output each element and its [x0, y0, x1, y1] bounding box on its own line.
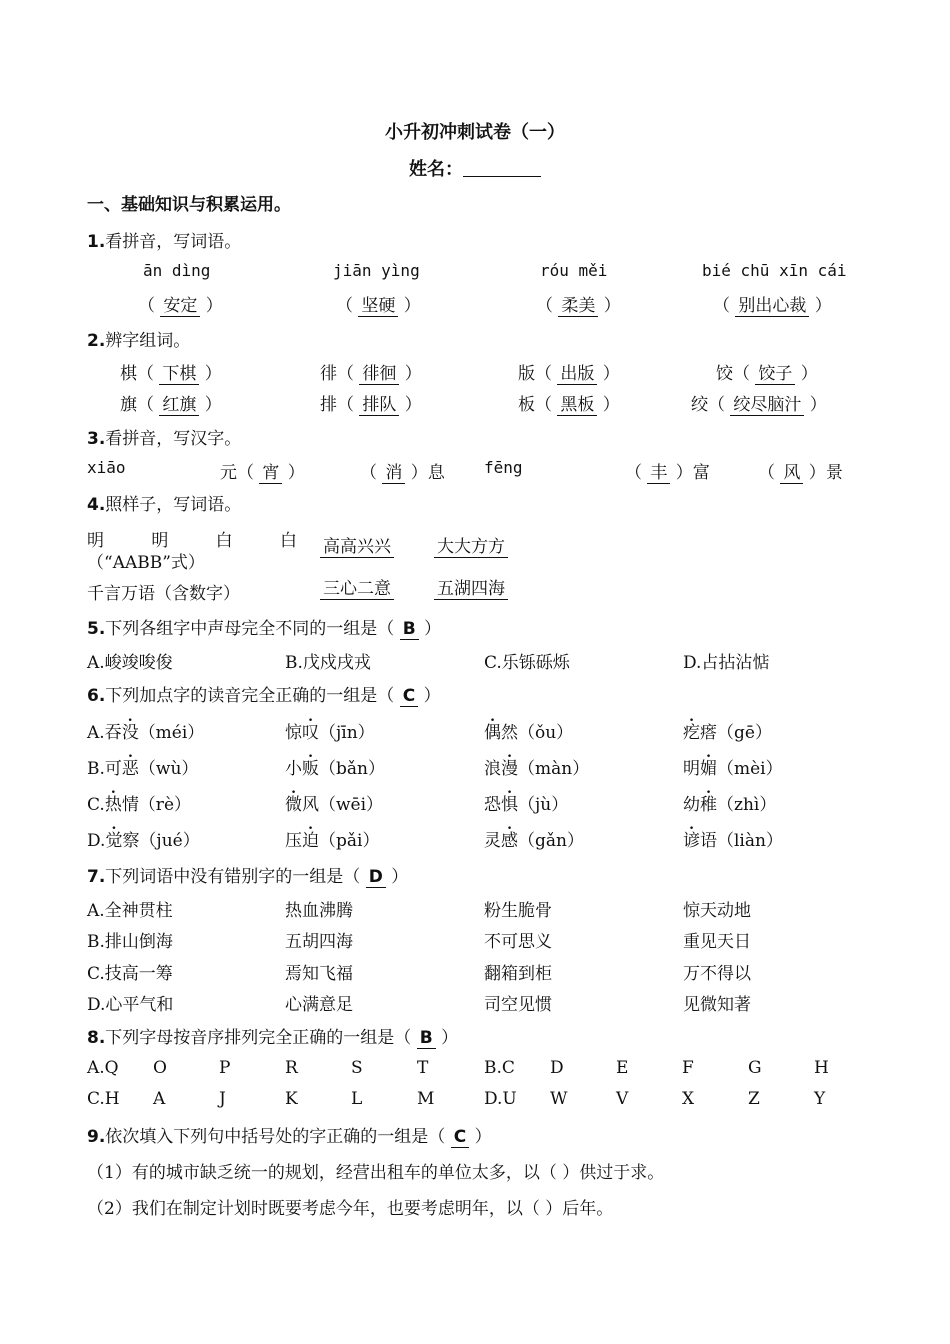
- q2-char: 棋: [120, 364, 137, 384]
- q8-letter: Y: [814, 1089, 826, 1109]
- q7-answer[interactable]: D: [366, 867, 386, 888]
- dotted-char: 谚: [683, 831, 700, 851]
- section-heading: 一、基础知识与积累运用。: [87, 195, 291, 215]
- q7-word: 万不得以: [683, 964, 751, 984]
- q8-letter: X: [682, 1089, 695, 1109]
- q1-answer-row: （ 安定 ） （ 坚硬 ） （ 柔美 ） （ 别出心裁 ）: [138, 296, 832, 316]
- dotted-char: 热: [104, 795, 122, 815]
- q4-row-2: [0, 579, 950, 609]
- dotted-char: 媚: [700, 759, 717, 779]
- q2-number: 2.: [87, 331, 106, 351]
- q8-letter: C.H: [87, 1089, 120, 1109]
- q8-text: 下列字母按音序排列完全正确的一组是（: [105, 1028, 412, 1048]
- q8-letter: P: [219, 1058, 231, 1078]
- q3-answer[interactable]: 丰: [647, 463, 670, 484]
- q1-text: 看拼音，写词语。: [105, 232, 242, 252]
- q9-sentence: （1）有的城市缺乏统一的规划，经营出租车的单位太多，以（ ）供过于求。: [87, 1163, 665, 1183]
- q8-letter: L: [351, 1089, 363, 1109]
- q8-letter: V: [616, 1089, 629, 1109]
- q5-options: [0, 648, 950, 678]
- q8-letter: R: [285, 1058, 298, 1078]
- q8-letter: A: [153, 1089, 166, 1109]
- q3-text: 看拼音，写汉字。: [105, 429, 242, 449]
- q6-row-a: A.吞没（méi） 惊叹（jīn） 偶然（ǒu） 疙瘩（gē）: [87, 723, 772, 743]
- q7-word: 司空见惯: [484, 995, 552, 1015]
- q8-row-2: [0, 1089, 950, 1119]
- dotted-char: 稚: [700, 795, 717, 815]
- dotted-char: 疙: [683, 723, 700, 743]
- dotted-char: 微: [285, 795, 302, 815]
- q3-row: xiāo 元（ 宵 ） （ 消 ）息 fēng （ 丰 ）富 （ 风 ）景: [87, 458, 843, 483]
- q2-answer[interactable]: 排队: [359, 395, 399, 416]
- q5-close: ）: [424, 619, 442, 639]
- q2-answer[interactable]: 出版: [557, 364, 597, 385]
- q7-word: 热血沸腾: [285, 901, 353, 921]
- q4-example: 千言万语（含数字）: [87, 584, 240, 604]
- dotted-char: 叹: [302, 723, 319, 743]
- q2-answer[interactable]: 黑板: [557, 395, 597, 416]
- q7-word: 见微知著: [683, 995, 751, 1015]
- q8-letter: G: [748, 1058, 762, 1078]
- q5-option[interactable]: D.占拈沾惦: [683, 653, 770, 673]
- page-title: 小升初冲刺试卷（一）: [385, 122, 565, 143]
- q4-example: 明 明 白 白: [87, 531, 297, 551]
- q7-word: 不可思义: [484, 932, 552, 952]
- q7-word: A.全神贯柱: [87, 901, 173, 921]
- q7-word: C.技高一筹: [87, 964, 173, 984]
- q1-answer[interactable]: 坚硬: [358, 296, 398, 317]
- q7-word: 粉生脆骨: [484, 901, 552, 921]
- q9-answer[interactable]: C: [451, 1127, 469, 1148]
- q3-answer[interactable]: 宵: [259, 463, 282, 484]
- q3-answer[interactable]: 风: [780, 463, 803, 484]
- q6-close: ）: [423, 686, 441, 706]
- q6-row-b: B.可恶（wù） 小贩（bǎn） 浪漫（màn） 明媚（mèi）: [87, 759, 783, 779]
- question-9: [0, 1122, 950, 1152]
- q3-answer[interactable]: 消: [382, 463, 405, 484]
- q2-char: 绞: [691, 395, 708, 415]
- dotted-char: 漫: [501, 759, 518, 779]
- q2-char: 旗: [120, 395, 137, 415]
- dotted-char: 恶: [121, 759, 139, 779]
- dotted-char: 惧: [501, 795, 518, 815]
- name-field: [0, 155, 950, 181]
- q8-letter: D: [550, 1058, 564, 1078]
- question-2: [0, 326, 950, 356]
- q4-number: 4.: [87, 495, 106, 515]
- name-label: 姓名：: [409, 159, 463, 180]
- dotted-char: 贩: [302, 759, 319, 779]
- q8-letter: K: [285, 1089, 298, 1109]
- q8-letter: D.U: [484, 1089, 517, 1109]
- q2-answer[interactable]: 徘徊: [359, 364, 399, 385]
- q7-row: [0, 896, 950, 926]
- q3-char: 元: [220, 463, 237, 483]
- q2-answer[interactable]: 绞尽脑汁: [730, 395, 804, 416]
- q1-answer[interactable]: 柔美: [558, 296, 598, 317]
- q1-pinyin: jiān yìng: [333, 261, 420, 280]
- dotted-char: 偶: [484, 723, 501, 743]
- q2-char: 饺: [716, 364, 733, 384]
- q8-letter: O: [153, 1058, 167, 1078]
- q4-text: 照样子，写词语。: [105, 495, 242, 515]
- q8-letter: W: [550, 1089, 568, 1109]
- q2-answer[interactable]: 红旗: [159, 395, 199, 416]
- q2-answer[interactable]: 饺子: [755, 364, 795, 385]
- q6-answer[interactable]: C: [400, 686, 418, 707]
- q3-pinyin: xiāo: [87, 458, 126, 477]
- q9-close: ）: [474, 1127, 492, 1147]
- q1-answer[interactable]: 别出心裁: [735, 296, 809, 317]
- q2-row-1: 棋（ 下棋 ） 徘（ 徘徊 ） 版（ 出版 ） 饺（ 饺子 ）: [120, 364, 818, 384]
- question-3: [0, 424, 950, 454]
- q2-char: 徘: [320, 364, 337, 384]
- q6-row-d: D.觉察（jué） 压迫（pǎi） 灵感（gǎn） 谚语（liàn）: [87, 831, 783, 851]
- q7-word: B.排山倒海: [87, 932, 173, 952]
- q7-row: [0, 927, 950, 957]
- q8-letter: H: [814, 1058, 829, 1078]
- q1-pinyin: róu měi: [540, 261, 608, 280]
- q7-word: D.心平气和: [87, 995, 174, 1015]
- q8-number: 8.: [87, 1028, 106, 1048]
- q3-char: 景: [825, 463, 843, 483]
- question-1: [0, 227, 950, 257]
- q2-answer[interactable]: 下棋: [159, 364, 199, 385]
- q8-letter: A.Q: [87, 1058, 119, 1078]
- q1-pinyin: bié chū xīn cái: [702, 261, 847, 280]
- q2-char: 版: [518, 364, 535, 384]
- dotted-char: 没: [121, 723, 139, 743]
- q7-word: 心满意足: [285, 995, 353, 1015]
- q7-word: 重见天日: [683, 932, 751, 952]
- q7-number: 7.: [87, 867, 106, 887]
- q6-text: 下列加点字的读音完全正确的一组是（: [105, 686, 395, 706]
- q5-option[interactable]: A.峻竣唆俊: [87, 653, 173, 673]
- q7-word: 焉知飞福: [285, 964, 353, 984]
- q8-row-1: [0, 1058, 950, 1088]
- question-7: [0, 862, 950, 892]
- q7-close: ）: [391, 867, 409, 887]
- q5-option[interactable]: C.乐铄砾烁: [484, 653, 570, 673]
- q5-text: 下列各组字中声母完全不同的一组是（: [105, 619, 395, 639]
- q5-answer[interactable]: B: [400, 619, 419, 640]
- q7-row: [0, 959, 950, 989]
- q2-text: 辨字组词。: [105, 331, 191, 351]
- q3-char: 息: [427, 463, 445, 483]
- q9-text: 依次填入下列句中括号处的字正确的一组是（: [105, 1127, 446, 1147]
- q8-letter: E: [616, 1058, 629, 1078]
- q8-letter: B.C: [484, 1058, 515, 1078]
- q8-answer[interactable]: B: [417, 1028, 436, 1049]
- q9-number: 9.: [87, 1127, 106, 1147]
- q7-row: [0, 990, 950, 1020]
- q3-pinyin: fēng: [484, 458, 523, 477]
- q8-letter: Z: [748, 1089, 760, 1109]
- name-blank[interactable]: [463, 158, 541, 177]
- q4-answer[interactable]: 五湖四海: [434, 579, 508, 600]
- q2-char: 排: [320, 395, 337, 415]
- q4-answer[interactable]: 高高兴兴: [320, 537, 394, 558]
- dotted-char: 觉: [105, 831, 123, 851]
- q8-letter: T: [417, 1058, 429, 1078]
- q7-text: 下列词语中没有错别字的一组是（: [105, 867, 361, 887]
- q8-letter: J: [219, 1089, 226, 1109]
- q7-word: 翻箱到柜: [484, 964, 552, 984]
- q6-number: 6.: [87, 686, 106, 706]
- q7-word: 惊天动地: [683, 901, 751, 921]
- q3-char: 富: [692, 463, 710, 483]
- question-5: [0, 614, 950, 644]
- q8-letter: M: [417, 1089, 435, 1109]
- q9-sentence: （2）我们在制定计划时既要考虑今年，也要考虑明年，以（ ）后年。: [87, 1199, 614, 1219]
- question-8: [0, 1023, 950, 1053]
- q1-number: 1.: [87, 232, 106, 252]
- q4-answer[interactable]: 三心二意: [320, 579, 394, 600]
- q6-row-c: C.热情（rè） 微风（wēi） 恐惧（jù） 幼稚（zhì）: [87, 795, 777, 815]
- question-6: [0, 681, 950, 711]
- q4-example-sub: （“AABB”式）: [87, 553, 205, 573]
- q3-number: 3.: [87, 429, 106, 449]
- q1-pinyin-row: [0, 261, 950, 291]
- q2-row-2: 旗（ 红旗 ） 排（ 排队 ） 板（ 黑板 ） 绞（ 绞尽脑汁 ）: [120, 395, 827, 415]
- q2-char: 板: [518, 395, 535, 415]
- q5-number: 5.: [87, 619, 106, 639]
- q8-close: ）: [441, 1028, 459, 1048]
- question-4: [0, 490, 950, 520]
- dotted-char: 迫: [302, 831, 319, 851]
- q8-letter: S: [351, 1058, 363, 1078]
- q8-letter: F: [682, 1058, 694, 1078]
- q5-option[interactable]: B.戊戍戌戎: [285, 653, 371, 673]
- q4-answer[interactable]: 大大方方: [434, 537, 508, 558]
- q1-answer[interactable]: 安定: [160, 296, 200, 317]
- q1-pinyin: ān dìng: [143, 261, 211, 280]
- q7-word: 五胡四海: [285, 932, 353, 952]
- dotted-char: 感: [501, 831, 518, 851]
